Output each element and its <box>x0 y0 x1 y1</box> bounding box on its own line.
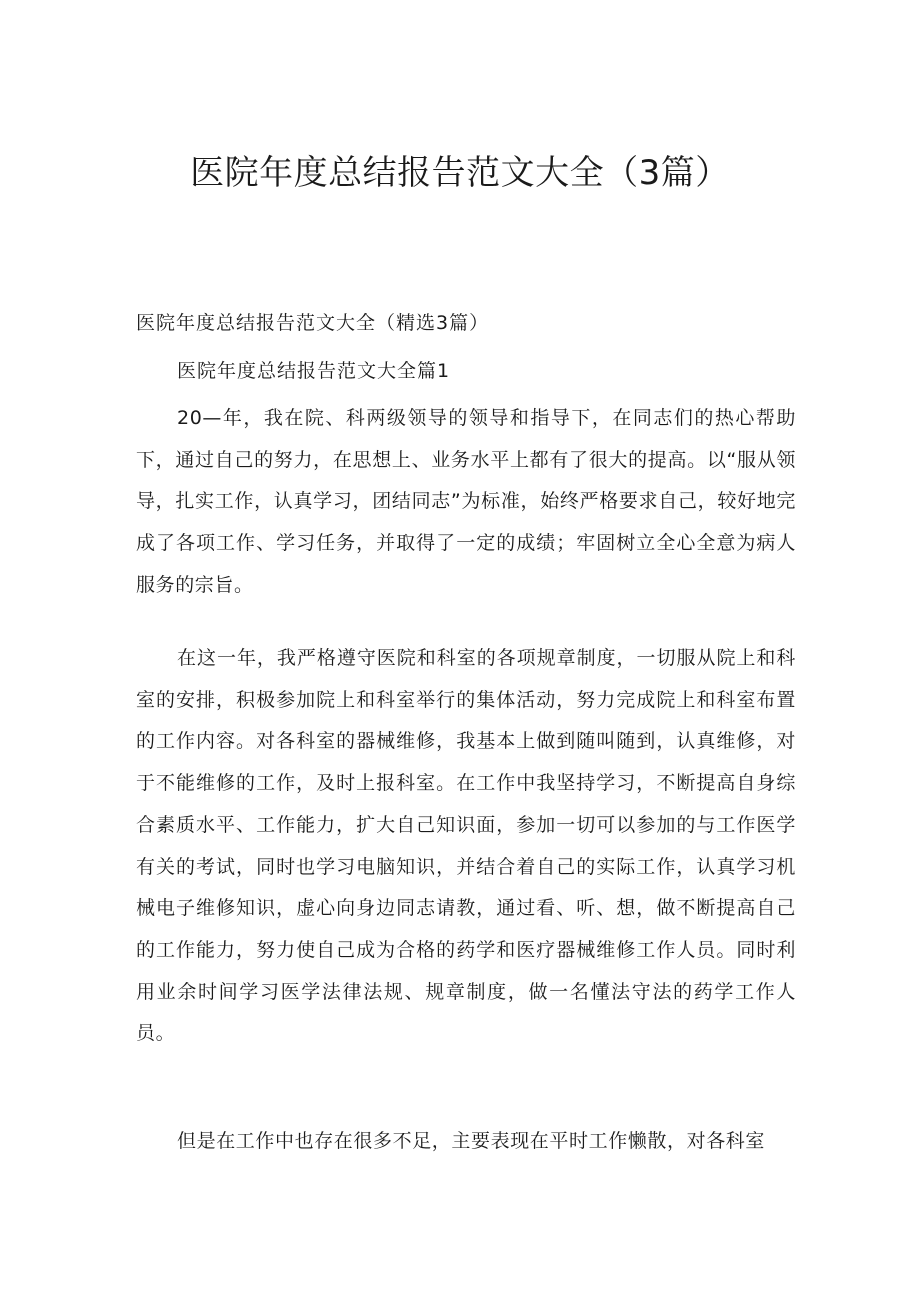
document-subtitle: 医院年度总结报告范文大全（精选3篇） <box>136 312 490 334</box>
paragraph-2: 在这一年，我严格遵守医院和科室的各项规章制度，一切服从院上和科室的安排，积极参加院上和科室举行的集体活动，努力完成院上和科室布置的工作内容。对各科室的器械维修，我基本上做到随叫随到，认真维修，对于不能维修的工作，及时上报科室。在工作中我坚持学习，不断提高自身综合素质水平、工作能力，扩大自己知识面，参加一切可以参加的与工作医学有关的考试，同时也学习电脑知识，并结合着自己的实际工作，认真学习机械电子维修知识，虚心向身边同志请教，通过看、听、想，做不断提高自己的工作能力，努力使自己成为合格的药学和医疗器械维修工作人员。同时利用业余时间学习医学法律法规、规章制度，做一名懂法守法的药学工作人员。 <box>136 647 796 1045</box>
paragraph-3: 但是在工作中也存在很多不足，主要表现在平时工作懒散，对各科室 <box>177 1130 766 1152</box>
document-title: 医院年度总结报告范文大全（3篇） <box>190 153 730 193</box>
paragraph-1: 20—年，我在院、科两级领导的领导和指导下，在同志们的热心帮助下，通过自己的努力，在思想上、业务水平上都有了很大的提高。以“服从领导，扎实工作，认真学习，团结同志”为标准，始终严格要求自己，较好地完成了各项工作、学习任务，并取得了一定的成绩；牢固树立全心全意为病人服务的宗旨。 <box>136 407 796 596</box>
section-heading: 医院年度总结报告范文大全篇1 <box>177 360 451 382</box>
